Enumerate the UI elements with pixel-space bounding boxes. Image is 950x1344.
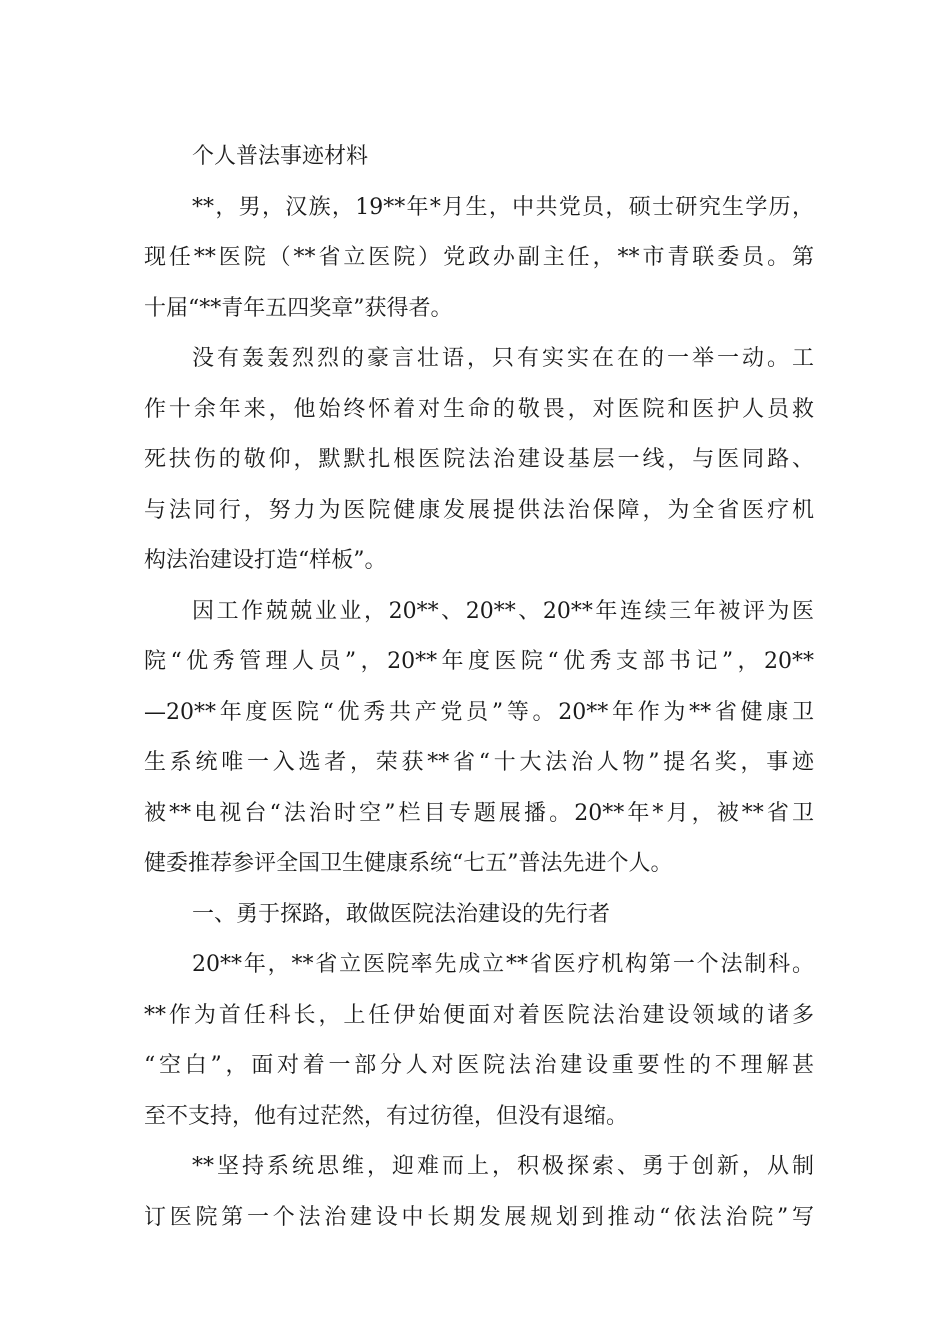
document-title: 个人普法事迹材料 bbox=[192, 144, 369, 169]
text-line: 死扶伤的敬仰，默默扎根医院法治建设基层一线，与医同路、 bbox=[144, 447, 814, 472]
text-line: 订医院第一个法治建设中长期发展规划到推动“依法治院”写 bbox=[144, 1204, 814, 1230]
text-line: —20**年度医院“优秀共产党员”等。20**年作为**省健康卫 bbox=[144, 699, 814, 725]
text-line: 与法同行，努力为医院健康发展提供法治保障，为全省医疗机 bbox=[144, 497, 814, 523]
paragraph-pioneer bbox=[144, 940, 814, 1142]
text-line: 至不支持，他有过茫然，有过彷徨，但没有退缩。 bbox=[144, 1103, 629, 1129]
text-line: 没有轰轰烈烈的豪言壮语，只有实实在在的一举一动。工 bbox=[192, 346, 814, 371]
section-heading-1 bbox=[144, 890, 814, 941]
text-line: “空白”，面对着一部分人对医院法治建设重要性的不理解甚 bbox=[144, 1053, 814, 1078]
paragraph-profile bbox=[144, 183, 814, 335]
text-line: 因工作兢兢业业，20**、20**、20**年连续三年被评为医 bbox=[192, 598, 814, 624]
text-line: 被**电视台“法治时空”栏目专题展播。20**年*月，被**省卫 bbox=[144, 800, 814, 826]
paragraph-honors bbox=[144, 587, 814, 890]
paragraph-systems-thinking bbox=[144, 1142, 814, 1243]
text-line: **坚持系统思维，迎难而上，积极探索、勇于创新，从制 bbox=[192, 1154, 814, 1179]
text-line: **，男，汉族，19**年*月生，中共党员，硕士研究生学历， bbox=[192, 194, 814, 220]
text-line: 健委推荐参评全国卫生健康系统“七五”普法先进个人。 bbox=[144, 851, 673, 876]
document-body bbox=[144, 132, 814, 1243]
paragraph-dedication bbox=[144, 334, 814, 587]
text-line: 十届“**青年五四奖章”获得者。 bbox=[144, 295, 453, 321]
text-line: 院“优秀管理人员”，20**年度医院“优秀支部书记”，20** bbox=[144, 649, 814, 674]
text-line: 构法治建设打造“样板”。 bbox=[144, 548, 387, 573]
text-line: 作十余年来，他始终怀着对生命的敬畏，对医院和医护人员救 bbox=[144, 396, 814, 422]
section-heading: 一、勇于探路，敢做医院法治建设的先行者 bbox=[192, 901, 611, 927]
text-line: 生系统唯一入选者，荣获**省“十大法治人物”提名奖，事迹 bbox=[144, 750, 814, 775]
text-line: 20**年，**省立医院率先成立**省医疗机构第一个法制科。 bbox=[192, 952, 814, 977]
text-line: **作为首任科长，上任伊始便面对着医院法治建设领域的诸多 bbox=[144, 1002, 814, 1028]
text-line: 现任**医院（**省立医院）党政办副主任，**市青联委员。第 bbox=[144, 245, 814, 270]
